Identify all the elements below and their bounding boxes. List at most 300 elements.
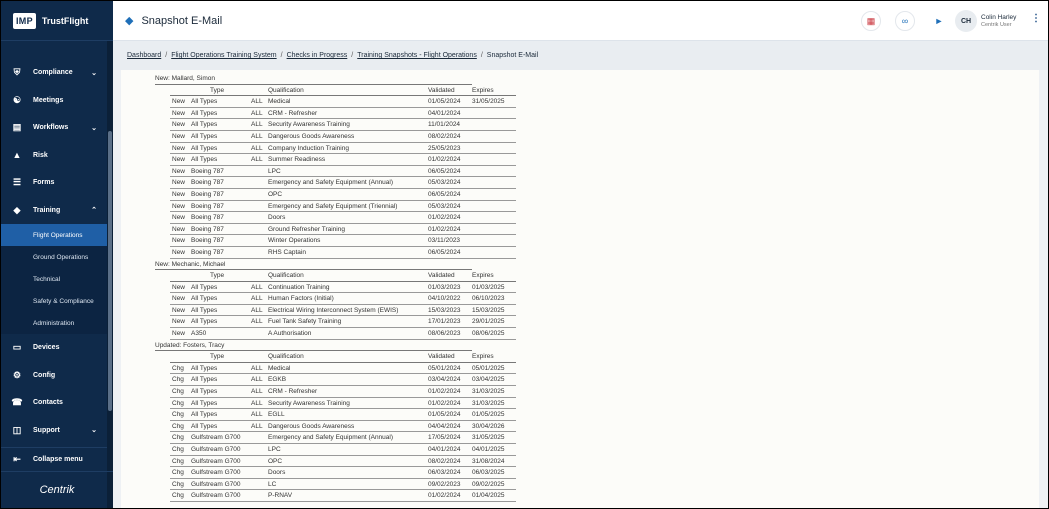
table-row [170,305,516,317]
cell-qualification: Security Awareness Training [268,119,427,131]
table-row [170,293,516,305]
sidebar-item-label: Contacts [33,399,63,407]
cell-expires [471,108,516,120]
cell-validated: 03/04/2024 [427,374,471,386]
config-icon: ⚙ [12,369,22,380]
sidebar-subitem-technical[interactable]: Technical [1,268,107,290]
col-header-qualification: Qualification [268,351,427,363]
cell-expires: 31/03/2025 [471,398,516,410]
cell-validated: 04/01/2024 [427,108,471,120]
table-row [170,409,516,421]
collapse-menu-button[interactable] [1,447,107,471]
cell-action: New [170,189,190,201]
cell-type: Gulfstream G700 [190,467,250,479]
table-row [170,131,516,143]
graduation-cap-icon: ◆ [13,204,21,215]
cell-qualification: LPC [268,166,427,178]
cell-qualification: Doors [268,212,427,224]
table-row [170,201,516,213]
main-content [113,70,1048,508]
sidebar-item-forms[interactable] [1,169,107,197]
sidebar-item-label: Forms [33,179,55,187]
cell-scope: ALL [250,154,268,166]
cell-qualification: CRM - Refresher [268,386,427,398]
cell-action: New [170,224,190,236]
cell-type: Boeing 787 [190,201,250,213]
cell-type: All Types [190,316,250,328]
sidebar-item-label: Training [33,206,61,214]
sidebar-item-training[interactable] [1,197,107,225]
col-header-action [170,85,190,97]
cell-qualification: Emergency and Safety Equipment (Annual) [268,177,427,189]
cell-action: New [170,96,190,108]
cell-type: Boeing 787 [190,247,250,259]
cell-type: Boeing 787 [190,235,250,247]
cell-validated: 01/03/2023 [427,282,471,294]
table-row [170,316,516,328]
table-row [170,456,516,468]
table-row [170,119,516,131]
cell-qualification: CRM - Refresher [268,108,427,120]
cell-type: All Types [190,409,250,421]
table-row [170,398,516,410]
col-header-expires: Expires [471,85,516,97]
cell-expires: 05/01/2025 [471,363,516,375]
graduation-cap-icon: ◆ [125,15,134,27]
col-header-action [170,270,190,282]
cell-expires: 09/02/2025 [471,479,516,491]
cell-type: All Types [190,96,250,108]
cell-validated: 01/02/2024 [427,212,471,224]
sidebar-item-label: Support [33,426,60,434]
sidebar-item-config[interactable] [1,362,107,390]
cell-type: Boeing 787 [190,189,250,201]
col-header-type: Type [190,270,250,282]
user-org: Centrik User [981,22,1012,28]
table-row [170,282,516,294]
cell-scope: ALL [250,316,268,328]
cell-expires [471,189,516,201]
page-title: Snapshot E-Mail [141,14,223,27]
devices-icon: ▭ [12,342,22,353]
cell-scope: ALL [250,305,268,317]
brand-name: TrustFlight [41,15,89,26]
cell-action: New [170,212,190,224]
col-header-validated: Validated [427,351,471,363]
cell-qualification: Security Awareness Training [268,398,427,410]
sidebar-subitem-safety-compliance[interactable]: Safety & Compliance [1,290,107,312]
sidebar-item-risk[interactable] [1,142,107,170]
col-header-expires: Expires [471,351,516,363]
chevron-down-icon: ⌄ [91,69,97,77]
cell-scope [250,189,268,201]
cell-validated: 08/02/2024 [427,131,471,143]
sidebar-item-label: Devices [33,344,60,352]
sidebar-item-compliance[interactable] [1,59,107,87]
table-row [170,467,516,479]
cell-scope [250,201,268,213]
cell-validated: 01/02/2024 [427,386,471,398]
cell-scope: ALL [250,386,268,398]
cell-expires: 06/03/2025 [471,467,516,479]
table-row [170,247,516,259]
cell-qualification: LPC [268,444,427,456]
cell-qualification: Ground Refresher Training [268,224,427,236]
cell-qualification: Doors [268,467,427,479]
cell-qualification: Summer Readiness [268,154,427,166]
cell-action: Chg [170,479,190,491]
cell-qualification: P-RNAV [268,490,427,502]
cell-type: All Types [190,363,250,375]
cell-scope [250,444,268,456]
sidebar-item-meetings[interactable] [1,87,107,115]
cell-validated: 15/03/2023 [427,305,471,317]
cell-scope [250,166,268,178]
cell-action: New [170,305,190,317]
cell-qualification: Medical [268,96,427,108]
cell-validated: 04/04/2024 [427,421,471,433]
table-row [170,224,516,236]
cell-validated: 01/05/2024 [427,409,471,421]
snapshot-email-document [121,70,1039,508]
cell-scope: ALL [250,421,268,433]
cell-qualification: Continuation Training [268,282,427,294]
cell-type: All Types [190,131,250,143]
collapse-icon: ⇤ [13,454,21,464]
cell-expires: 04/01/2025 [471,444,516,456]
cell-type: Gulfstream G700 [190,444,250,456]
breadcrumb-separator: / [351,52,354,59]
section-heading: New: Mechanic, Michael [155,259,472,271]
cell-scope [250,432,268,444]
cell-scope: ALL [250,363,268,375]
cell-validated: 05/03/2024 [427,177,471,189]
cell-expires: 01/03/2025 [471,282,516,294]
more-options-icon[interactable]: ⋮ [1031,13,1041,24]
cell-qualification: Company Induction Training [268,143,427,155]
cell-type: All Types [190,154,250,166]
cell-expires [471,131,516,143]
cell-validated: 06/05/2024 [427,247,471,259]
table-row [170,154,516,166]
cell-action: Chg [170,421,190,433]
col-header-qualification: Qualification [268,85,427,97]
col-header-qualification: Qualification [268,270,427,282]
cell-type: All Types [190,421,250,433]
cell-qualification: Dangerous Goods Awareness [268,421,427,433]
cell-action: New [170,108,190,120]
table-row [170,444,516,456]
cell-action: New [170,201,190,213]
user-name: Colin Harley [981,14,1017,21]
cell-action: Chg [170,398,190,410]
cell-type: All Types [190,398,250,410]
cell-validated: 04/01/2024 [427,444,471,456]
table-row [170,177,516,189]
header [113,1,1048,41]
cell-type: All Types [190,374,250,386]
cell-scope [250,177,268,189]
cell-type: Gulfstream G700 [190,490,250,502]
table-row [170,235,516,247]
sidebar-item-label: Meetings [33,96,64,104]
user-menu[interactable] [955,9,1045,33]
col-header-scope [250,351,268,363]
cell-qualification: Emergency and Safety Equipment (Triennial) [268,201,427,213]
cell-action: New [170,293,190,305]
sidebar-scrollbar-thumb[interactable] [108,131,112,411]
col-header-action [170,351,190,363]
risk-icon: ▲ [12,150,22,161]
cell-type: Gulfstream G700 [190,479,250,491]
sidebar-item-label: Risk [33,151,48,159]
cell-type: All Types [190,119,250,131]
cell-expires [471,119,516,131]
cell-validated: 01/02/2024 [427,154,471,166]
cell-action: New [170,247,190,259]
cell-scope: ALL [250,282,268,294]
cell-qualification: OPC [268,189,427,201]
cell-scope: ALL [250,374,268,386]
collapse-menu-label: Collapse menu [33,456,83,463]
cell-action: New [170,235,190,247]
database-icon[interactable]: ▦ [861,11,881,31]
cell-expires: 01/04/2025 [471,490,516,502]
column-header-row [170,85,516,97]
cell-scope [250,479,268,491]
cell-validated: 01/02/2024 [427,224,471,236]
cell-expires [471,143,516,155]
cell-validated: 01/02/2024 [427,490,471,502]
sidebar-item-support[interactable] [1,417,107,445]
table-row [170,96,516,108]
cell-scope [250,247,268,259]
cell-expires [471,154,516,166]
cell-expires: 30/04/2026 [471,421,516,433]
breadcrumb-flight-ops-training[interactable]: Flight Operations Training System [171,52,277,59]
section-heading: New: Mallard, Simon [155,73,472,85]
cell-type: All Types [190,143,250,155]
table-row [170,108,516,120]
cell-validated: 08/06/2023 [427,328,471,340]
cell-action: New [170,282,190,294]
cell-qualification: LC [268,479,427,491]
cell-action: New [170,154,190,166]
sidebar-item-devices[interactable] [1,334,107,362]
cell-qualification: Human Factors (Initial) [268,293,427,305]
forms-icon: ☰ [12,177,22,188]
cell-scope [250,456,268,468]
workflow-icon: ▤ [12,122,22,133]
cell-validated: 17/01/2023 [427,316,471,328]
cell-scope: ALL [250,119,268,131]
cell-validated: 09/02/2023 [427,479,471,491]
column-header-row [170,270,516,282]
app-window [1,1,1048,508]
cell-expires: 15/03/2025 [471,305,516,317]
cell-type: All Types [190,386,250,398]
cell-qualification: EGKB [268,374,427,386]
col-header-scope [250,270,268,282]
cell-action: New [170,143,190,155]
table-row [170,421,516,433]
table-row [170,328,516,340]
cell-action: Chg [170,444,190,456]
cell-scope [250,235,268,247]
cell-qualification: RHS Captain [268,247,427,259]
breadcrumb-checks-in-progress[interactable]: Checks in Progress [286,52,348,59]
cell-validated: 04/10/2022 [427,293,471,305]
cell-qualification: Dangerous Goods Awareness [268,131,427,143]
cell-qualification: Winter Operations [268,235,427,247]
table-row [170,432,516,444]
avatar[interactable]: CH [955,10,977,32]
cell-expires [471,235,516,247]
cell-qualification: EGLL [268,409,427,421]
cell-type: Boeing 787 [190,166,250,178]
breadcrumb-separator: / [280,52,283,59]
cell-type: All Types [190,293,250,305]
cell-action: Chg [170,363,190,375]
cell-action: New [170,328,190,340]
cell-scope [250,490,268,502]
cell-expires: 31/08/2024 [471,456,516,468]
table-row [170,479,516,491]
cell-action: Chg [170,374,190,386]
cell-expires [471,224,516,236]
cell-scope: ALL [250,143,268,155]
cell-scope: ALL [250,96,268,108]
cell-type: All Types [190,108,250,120]
sidebar-item-label: Config [33,371,56,379]
cell-scope [250,467,268,479]
cell-action: New [170,131,190,143]
col-header-type: Type [190,351,250,363]
sidebar-subitem-administration[interactable]: Administration [1,312,107,334]
cell-qualification: A Authorisation [268,328,427,340]
cell-validated: 17/05/2024 [427,432,471,444]
cell-expires [471,201,516,213]
sidebar-item-label: Compliance [33,69,73,77]
cell-scope [250,328,268,340]
cell-expires [471,177,516,189]
table-row [170,374,516,386]
cell-scope [250,224,268,236]
cell-action: Chg [170,409,190,421]
cell-validated: 25/05/2023 [427,143,471,155]
cell-validated: 05/03/2024 [427,201,471,213]
cell-scope: ALL [250,108,268,120]
breadcrumb-dashboard[interactable]: Dashboard [127,52,162,59]
cell-scope [250,212,268,224]
col-header-validated: Validated [427,270,471,282]
cell-qualification: OPC [268,456,427,468]
brand[interactable] [1,1,113,41]
cell-action: New [170,316,190,328]
snapshot-email-body [155,73,516,502]
column-header-row [170,351,516,363]
cell-scope: ALL [250,398,268,410]
cell-validated: 01/05/2024 [427,96,471,108]
brand-logo: IMP [13,13,36,29]
col-header-validated: Validated [427,85,471,97]
breadcrumb-separator: / [480,52,483,59]
contacts-icon: ☎ [11,397,23,408]
cell-action: Chg [170,490,190,502]
cell-expires: 03/04/2025 [471,374,516,386]
cell-validated: 06/05/2024 [427,189,471,201]
breadcrumb-training-snapshots[interactable]: Training Snapshots - Flight Operations [357,52,477,59]
chevron-up-icon: ⌃ [91,207,97,215]
breadcrumb [113,41,1048,70]
cell-scope: ALL [250,131,268,143]
cell-validated: 01/02/2024 [427,398,471,410]
col-header-scope [250,85,268,97]
cell-type: A350 [190,328,250,340]
sidebar-subitem-ground-operations[interactable]: Ground Operations [1,246,107,268]
table-row [170,189,516,201]
people-icon: ☯ [12,94,22,105]
cell-expires: 29/01/2025 [471,316,516,328]
cell-type: All Types [190,305,250,317]
cell-expires: 31/05/2025 [471,96,516,108]
cell-scope: ALL [250,293,268,305]
cell-validated: 05/01/2024 [427,363,471,375]
sidebar-item-label: Workflows [33,124,69,132]
link-icon[interactable]: ∞ [895,11,915,31]
cell-action: Chg [170,456,190,468]
sidebar-subitem-flight-operations[interactable]: Flight Operations [1,224,107,246]
support-icon: ◫ [12,424,22,435]
cell-expires [471,247,516,259]
cell-type: Gulfstream G700 [190,432,250,444]
cell-action: Chg [170,386,190,398]
cell-qualification: Emergency and Safety Equipment (Annual) [268,432,427,444]
announcement-icon[interactable]: ► [934,16,944,26]
cell-expires: 08/06/2025 [471,328,516,340]
cell-action: New [170,177,190,189]
table-row [170,143,516,155]
sidebar [1,1,113,508]
cell-action: Chg [170,467,190,479]
cell-expires [471,166,516,178]
cell-type: Boeing 787 [190,224,250,236]
table-row [170,212,516,224]
cell-validated: 11/01/2024 [427,119,471,131]
cell-type: Boeing 787 [190,177,250,189]
cell-validated: 08/02/2024 [427,456,471,468]
breadcrumb-separator: / [165,52,168,59]
cell-expires: 31/05/2025 [471,432,516,444]
sidebar-nav [1,59,107,444]
col-header-expires: Expires [471,270,516,282]
cell-qualification: Medical [268,363,427,375]
cell-type: Gulfstream G700 [190,456,250,468]
cell-qualification: Electrical Wiring Interconnect System (EWIS) [268,305,427,317]
cell-type: Boeing 787 [190,212,250,224]
cell-action: Chg [170,432,190,444]
cell-action: New [170,119,190,131]
section-heading: Updated: Fosters, Tracy [155,340,472,352]
sidebar-item-workflows[interactable] [1,114,107,142]
cell-expires: 31/03/2025 [471,386,516,398]
shield-icon: ⛨ [13,67,21,78]
table-row [170,363,516,375]
centrik-logo: Centrik [1,471,113,508]
sidebar-item-contacts[interactable] [1,389,107,417]
cell-validated: 06/05/2024 [427,166,471,178]
cell-expires [471,212,516,224]
